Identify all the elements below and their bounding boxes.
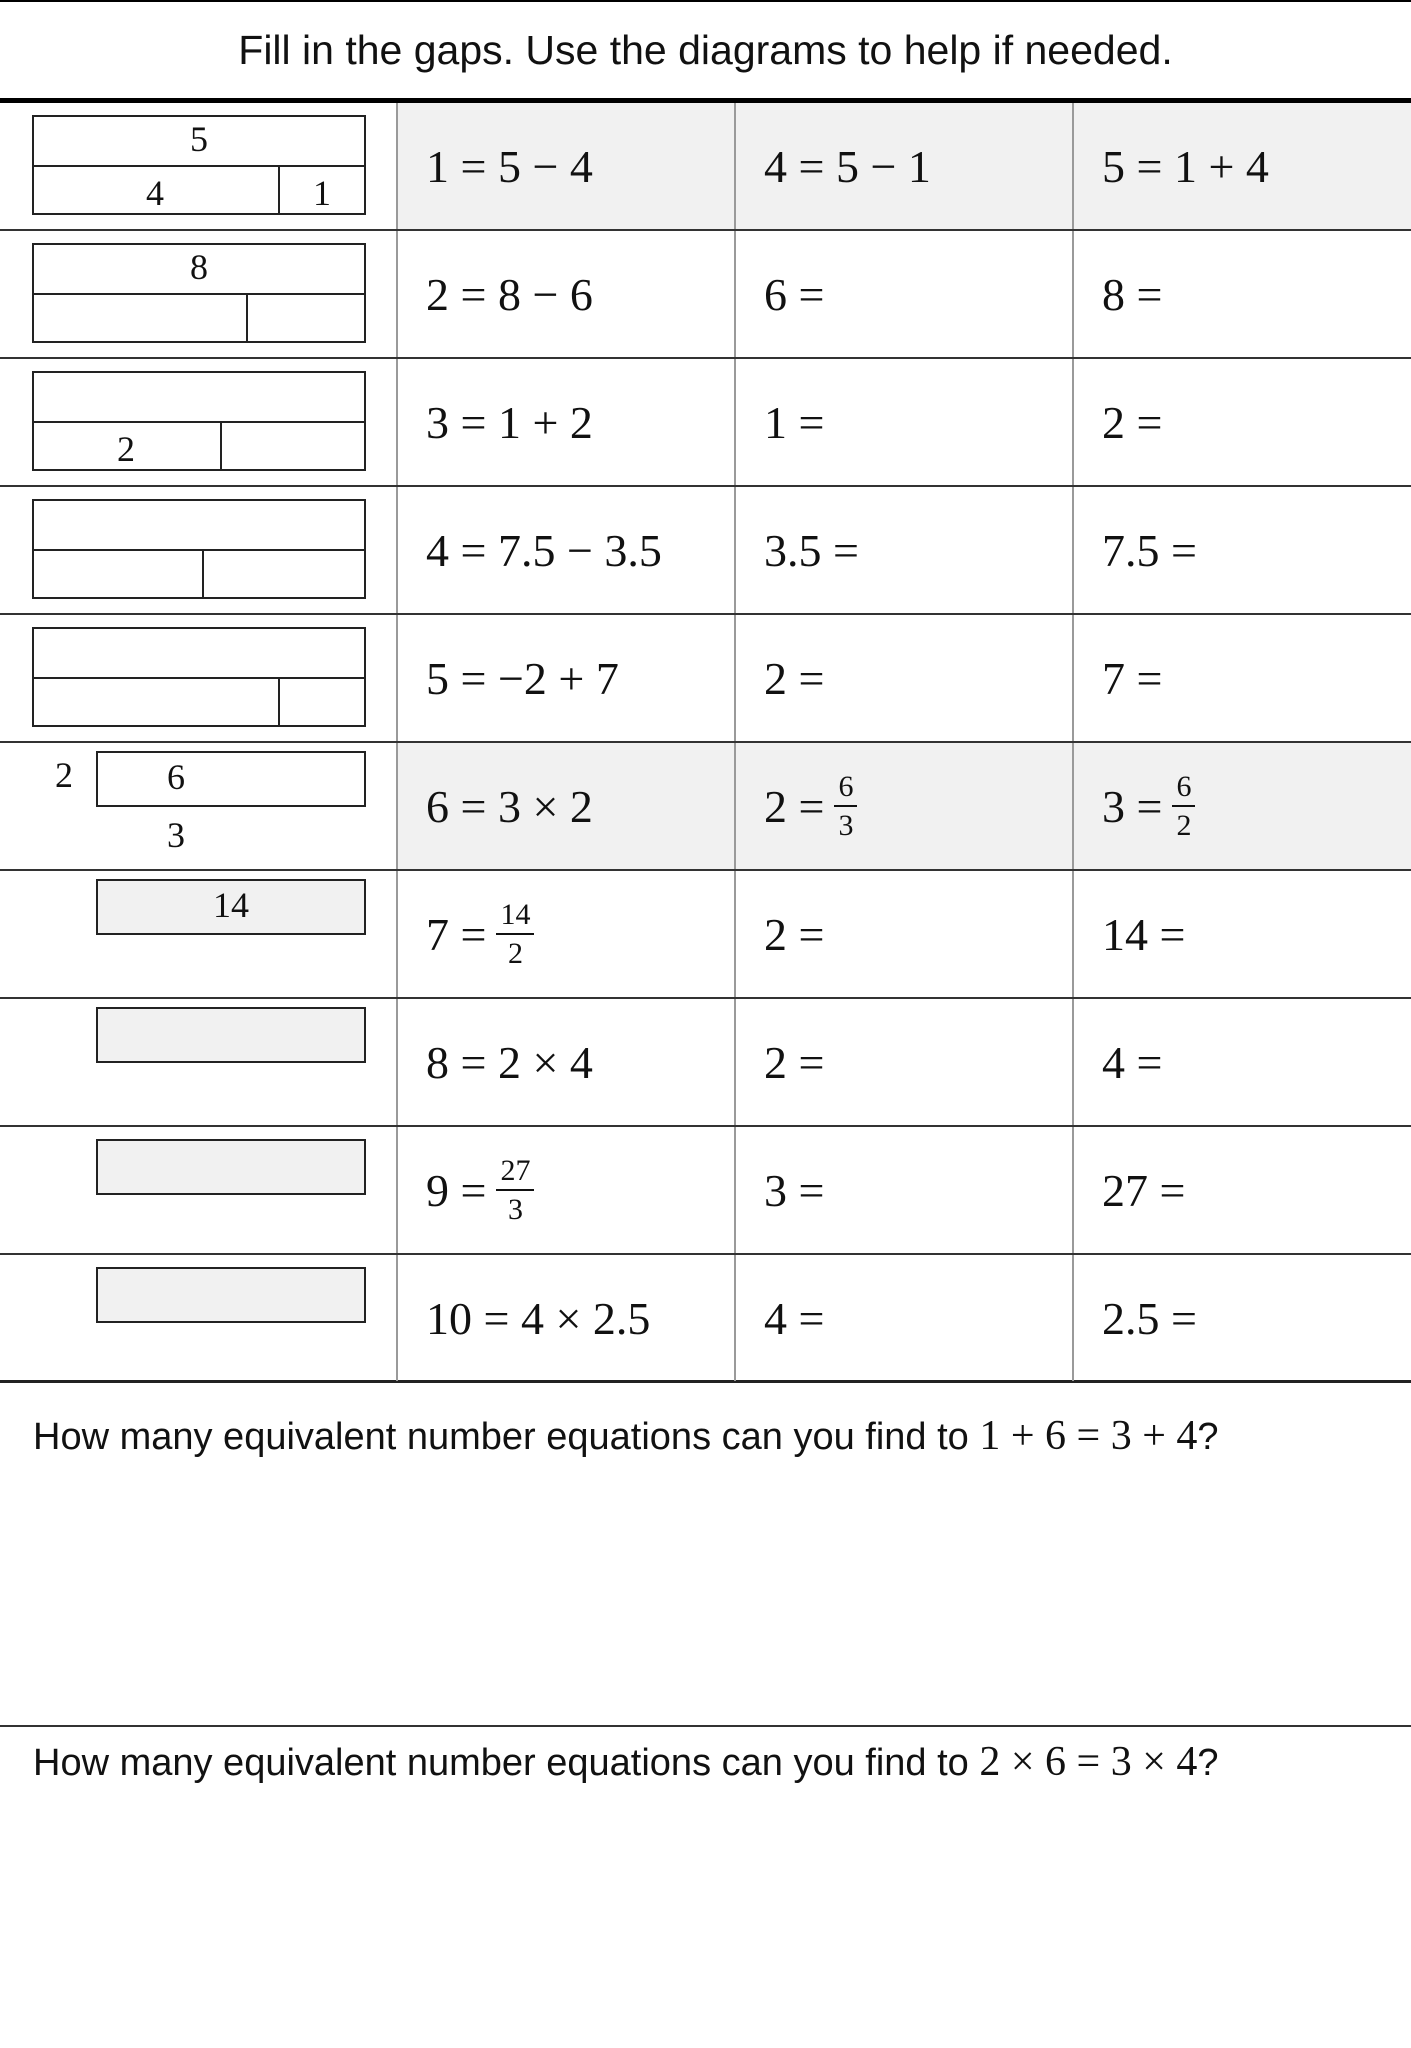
fraction-numerator: 6	[834, 771, 857, 808]
bar-model-right-part	[202, 549, 366, 599]
question-equation: 1 + 6 = 3 + 4	[979, 1413, 1198, 1459]
bar-model-diagram	[0, 359, 398, 485]
table-row	[0, 1255, 1411, 1383]
fraction-numerator: 6	[1172, 771, 1195, 808]
question-end: ?	[1197, 1416, 1219, 1458]
equation-cell: 4 =	[736, 1255, 1074, 1381]
bar-part-left-label: 2	[117, 429, 135, 469]
bar-model-outline	[96, 1007, 366, 1063]
table-row	[0, 999, 1411, 1127]
equation-cell: 14 =	[1102, 908, 1186, 960]
table-row	[0, 231, 1411, 359]
table-row	[0, 103, 1411, 231]
question-1	[33, 1412, 1219, 1460]
bar-model-diagram	[0, 1255, 398, 1381]
question-text: How many equivalent number equations can you find to	[33, 1742, 980, 1784]
equation-cell: 7.5 =	[1102, 524, 1197, 576]
equation-cell: 1 =	[736, 359, 1074, 485]
equation-cell: 2 = 8 − 6	[398, 231, 736, 357]
fraction-denominator: 3	[507, 1193, 523, 1226]
equation-cell: 2 =	[736, 871, 1074, 997]
equation-cell: 4 =	[1102, 1036, 1163, 1088]
equation-cell: 27 =	[1102, 1164, 1186, 1216]
equation-cell: 4 = 7.5 − 3.5	[398, 487, 736, 613]
bar-model-diagram	[0, 1127, 398, 1253]
equation-cell: 8 = 2 × 4	[398, 999, 736, 1125]
fraction-denominator: 2	[1176, 809, 1192, 842]
equation-cell: 6 = 3 × 2	[398, 743, 736, 869]
bar-model-right-part	[246, 293, 366, 343]
table-row	[0, 743, 1411, 871]
bar-inside-label: 14	[213, 885, 249, 925]
equation-cell: 1 = 5 − 4	[398, 103, 736, 229]
table-row	[0, 487, 1411, 615]
worksheet-title: Fill in the gaps. Use the diagrams to help if needed.	[238, 27, 1173, 73]
equation-cell: 5 = −2 + 7	[398, 615, 736, 741]
equation-cell: 10 = 4 × 2.5	[398, 1255, 736, 1381]
question-equation: 2 × 6 = 3 × 4	[979, 1739, 1198, 1785]
equation-cell: 4 = 5 − 1	[736, 103, 1074, 229]
bar-model-diagram	[0, 871, 398, 997]
bar-model-right-part	[278, 677, 366, 727]
table-row	[0, 615, 1411, 743]
fraction-denominator: 2	[507, 937, 523, 970]
fraction	[834, 771, 857, 842]
bar-whole-label: 8	[190, 247, 208, 287]
bar-model-diagram	[0, 231, 398, 357]
bar-multiplier-label: 2	[55, 755, 73, 795]
bar-model-diagram	[0, 999, 398, 1125]
bar-model-outline	[96, 1139, 366, 1195]
fraction	[496, 899, 534, 970]
equation-cell: 8 =	[1102, 268, 1163, 320]
table-row	[0, 359, 1411, 487]
bar-whole-label: 5	[190, 119, 208, 159]
bar-part-right-label: 1	[313, 173, 331, 213]
fraction	[1172, 771, 1195, 842]
fraction-numerator: 14	[496, 899, 534, 936]
bar-model-diagram	[0, 743, 398, 869]
bar-below-label: 3	[167, 815, 185, 855]
equation-cell	[398, 871, 736, 997]
section-divider	[0, 1725, 1411, 1727]
bar-model-diagram	[0, 615, 398, 741]
equation-cell: 7 =	[1102, 652, 1163, 704]
equation-cell: 6 =	[736, 231, 1074, 357]
bar-part-left-label: 4	[146, 173, 164, 213]
equation-cell: 3 =	[736, 1127, 1074, 1253]
equation-cell: 2 =	[1102, 396, 1163, 448]
bar-model-right-part	[220, 421, 366, 471]
equation-lhs: 2 =	[764, 780, 825, 832]
equation-cell: 3.5 =	[736, 487, 1074, 613]
fraction-denominator: 3	[838, 809, 854, 842]
equation-cell	[398, 1127, 736, 1253]
bar-model-diagram	[0, 487, 398, 613]
question-2	[33, 1738, 1219, 1786]
bar-model-outline	[96, 1267, 366, 1323]
equation-cell: 2.5 =	[1102, 1292, 1197, 1344]
question-end: ?	[1197, 1742, 1219, 1784]
table-row	[0, 871, 1411, 999]
equations-table	[0, 103, 1411, 1383]
equation-cell: 5 = 1 + 4	[1074, 103, 1411, 229]
equation-lhs: 3 =	[1102, 780, 1163, 832]
bar-model-diagram	[0, 103, 398, 229]
equation-cell	[1074, 743, 1411, 869]
equation-cell: 2 =	[736, 999, 1074, 1125]
table-row	[0, 1127, 1411, 1255]
equation-cell: 3 = 1 + 2	[398, 359, 736, 485]
question-text: How many equivalent number equations can you find to	[33, 1416, 980, 1458]
equation-cell	[736, 743, 1074, 869]
fraction-numerator: 27	[496, 1155, 534, 1192]
fraction	[496, 1155, 534, 1226]
equation-cell: 2 =	[736, 615, 1074, 741]
equation-lhs: 7 =	[426, 908, 487, 960]
equation-lhs: 9 =	[426, 1164, 487, 1216]
bar-inside-label: 6	[167, 757, 185, 797]
